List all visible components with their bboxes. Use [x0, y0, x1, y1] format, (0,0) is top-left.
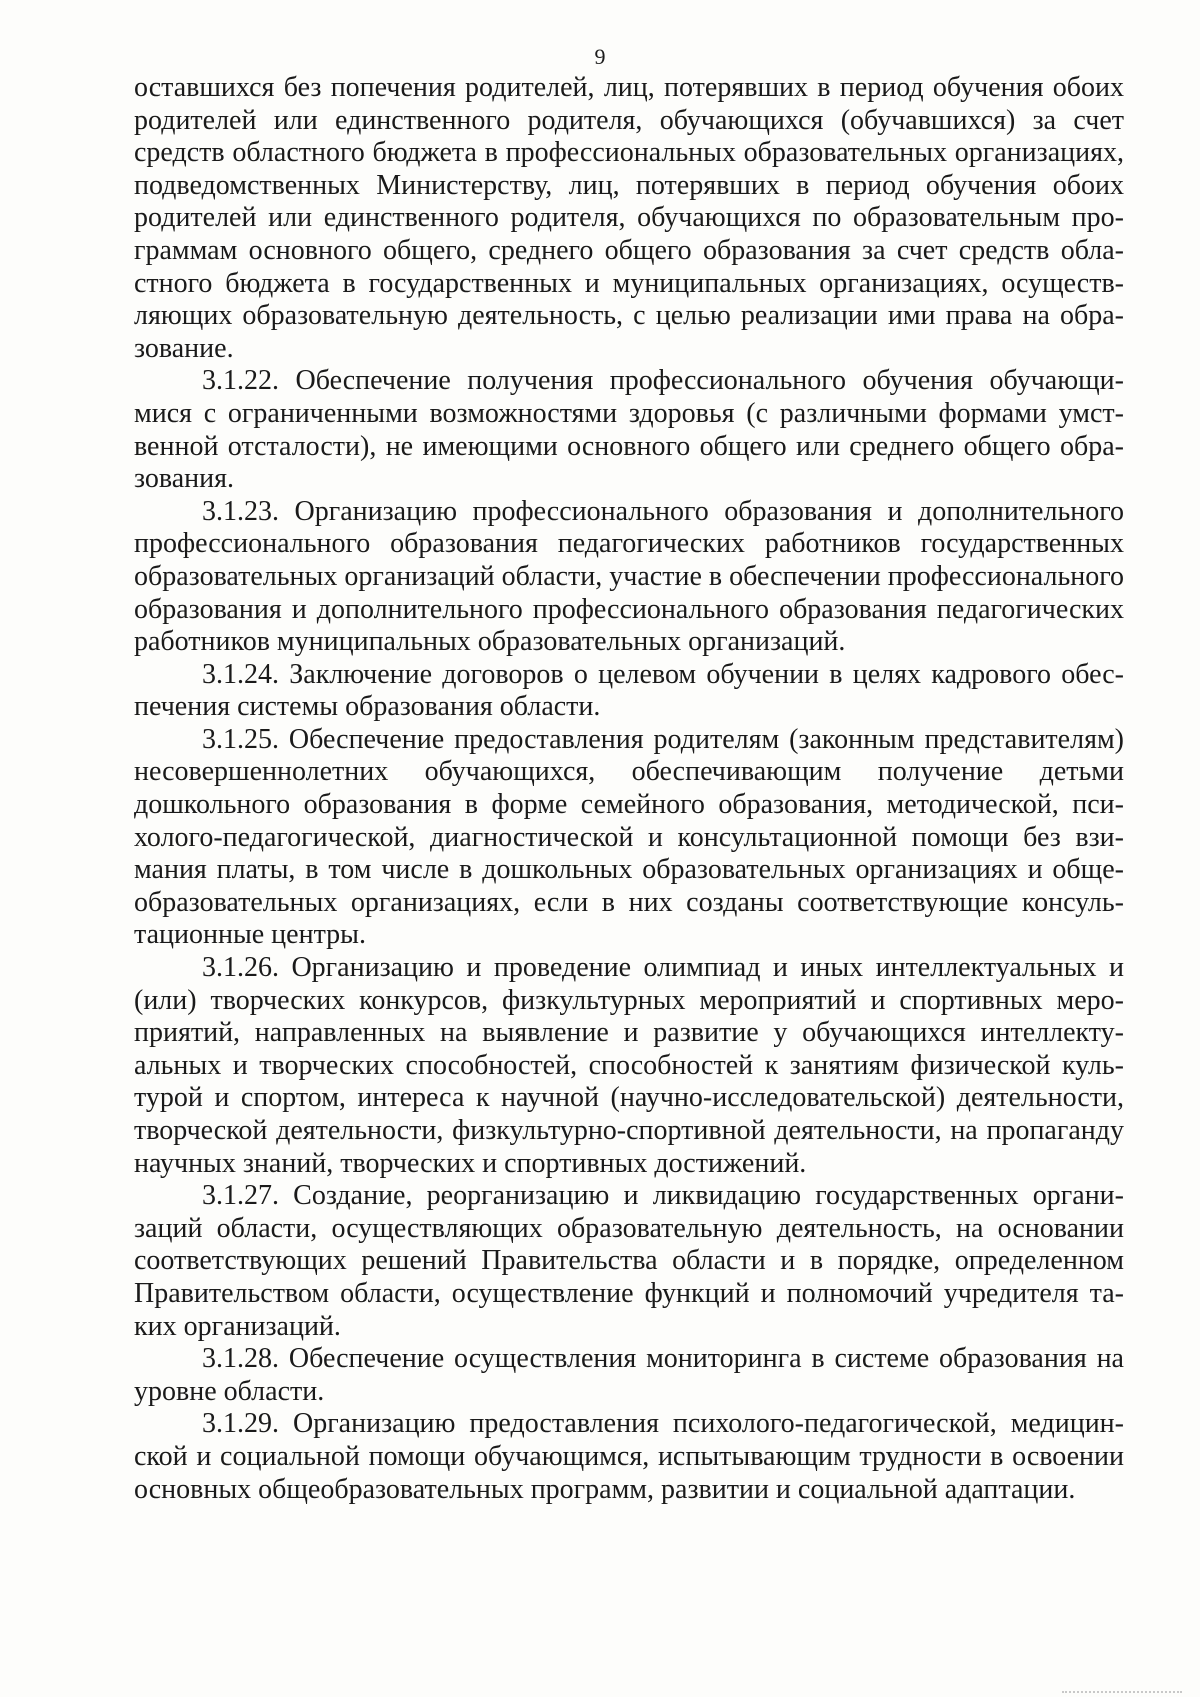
paragraph-3-1-27: 3.1.27. Создание, реорганизацию и ликвидацию государственных организаций области, осуществляющих образовательную деятельность, на основании соответствующих решений Правительства области и в порядке, определенном Правительством области, осуществление функций и полномочий учредителя таких организаций. — [134, 1180, 1124, 1342]
paragraph-3-1-29: 3.1.29. Организацию предоставления психолого-педагогической, медицинской и социальной помощи обучающимся, испытывающим трудности в освоении основных общеобразовательных программ, развитии и социальной адаптации. — [134, 1408, 1124, 1505]
paragraph-continuation: оставшихся без попечения родителей, лиц, потерявших в период обучения обоих родителей или единственного родителя, обучающихся (обучавшихся) за счет средств областного бюджета в профессиональных образовательных организациях, подведомственных Министерству, лиц, потерявших в период обучения обоих родителей или единственного родителя, обучающихся по образовательным программам основного общего, среднего общего образования за счет средств областного бюджета в государственных и муниципальных организациях, осуществляющих образовательную деятельность, с целью реализации ими права на образование. — [134, 72, 1124, 364]
paragraph-3-1-28: 3.1.28. Обеспечение осуществления мониторинга в системе образования на уровне области. — [134, 1343, 1124, 1407]
document-body — [134, 72, 1124, 1506]
paragraph-3-1-22: 3.1.22. Обеспечение получения профессионального обучения обучающимися с ограниченными возможностями здоровья (с различными формами умственной отсталости), не имеющими основного общего или среднего общего образования. — [134, 365, 1124, 495]
paragraph-3-1-26: 3.1.26. Организацию и проведение олимпиад и иных интеллектуальных и (или) творческих конкурсов, физкультурных мероприятий и спортивных мероприятий, направленных на выявление и развитие у обучающихся интеллектуальных и творческих способностей, способностей к занятиям физической культурой и спортом, интереса к научной (научно-исследовательской) деятельности, творческой деятельности, физкультурно-спортивной деятельности, на пропаганду научных знаний, творческих и спортивных достижений. — [134, 952, 1124, 1179]
paragraph-3-1-25: 3.1.25. Обеспечение предоставления родителям (законным представителям) несовершеннолетних обучающихся, обеспечивающим получение детьми дошкольного образования в форме семейного образования, методической, психолого-педагогической, диагностической и консультационной помощи без взимания платы, в том числе в дошкольных образовательных организациях и общеобразовательных организациях, если в них созданы соответствующие консультационные центры. — [134, 723, 1124, 951]
page-number: 9 — [594, 44, 606, 69]
paragraph-3-1-23: 3.1.23. Организацию профессионального образования и дополнительного профессионального образования педагогических работников государственных образовательных организаций области, участие в обеспечении профессионального образования и дополнительного профессионального образования педагогических работников муниципальных образовательных организаций. — [134, 495, 1124, 658]
paragraph-3-1-24: 3.1.24. Заключение договоров о целевом обучении в целях кадрового обеспечения системы образования области. — [134, 658, 1124, 723]
scan-artifact — [1062, 1685, 1182, 1693]
